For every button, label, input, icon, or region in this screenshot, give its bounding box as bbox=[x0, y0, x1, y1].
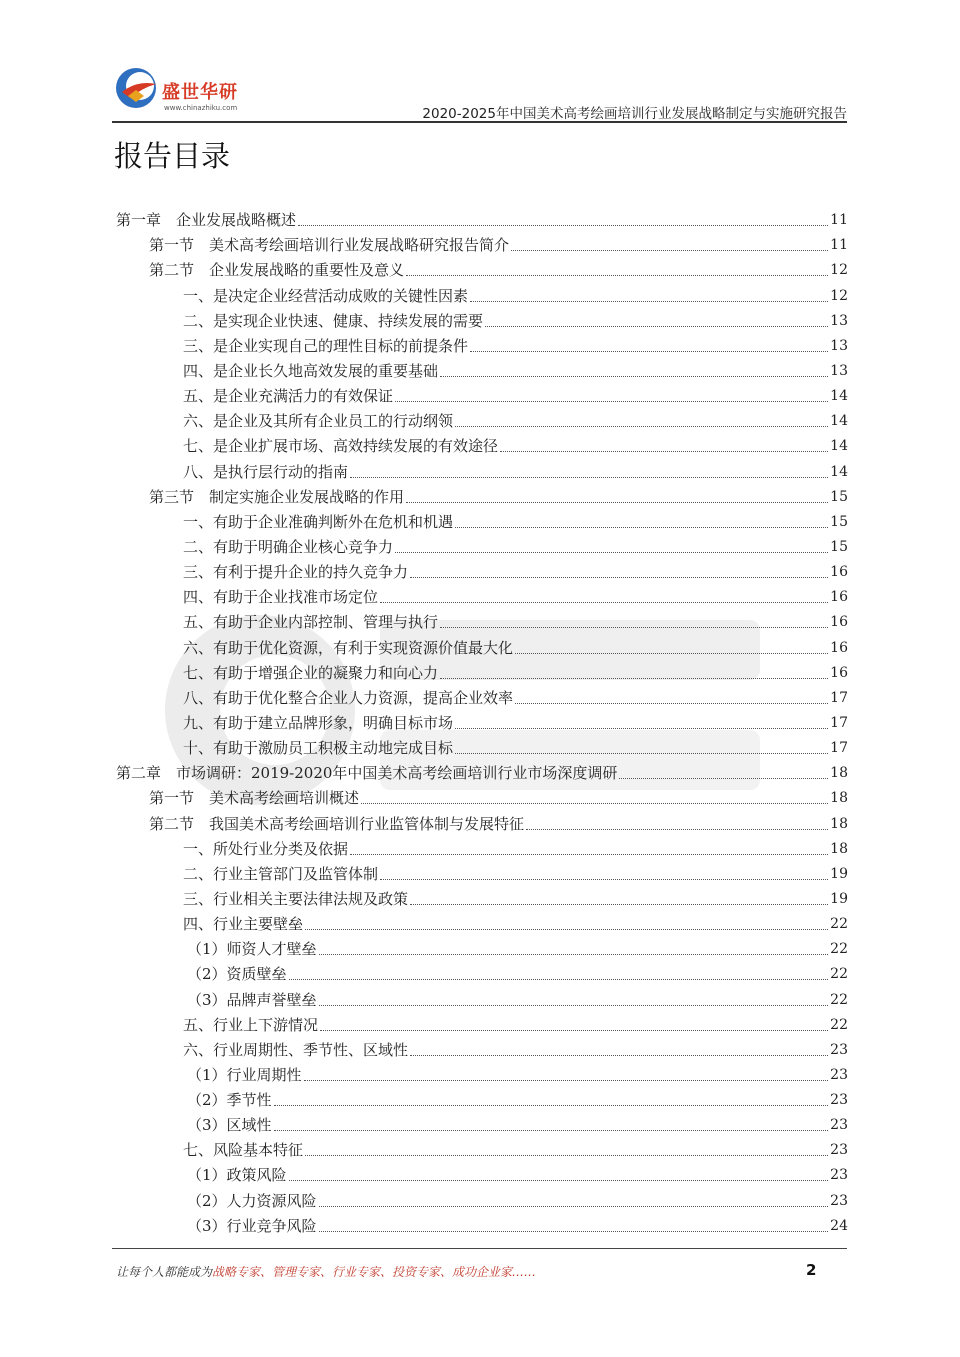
toc-entry-title: 一、是决定企业经营活动成败的关键性因素 bbox=[183, 286, 469, 305]
toc-entry-page: 19 bbox=[830, 890, 848, 907]
toc-entry[interactable] bbox=[116, 962, 848, 987]
toc-entry-page: 12 bbox=[830, 262, 848, 279]
toc-entry-title: 八、有助于优化整合企业人力资源，提高企业效率 bbox=[183, 688, 514, 707]
toc-entry-title: 六、有助于优化资源，有利于实现资源价值最大化 bbox=[183, 638, 514, 657]
toc-entry[interactable] bbox=[116, 384, 848, 409]
toc-entry-title: 五、有助于企业内部控制、管理与执行 bbox=[183, 613, 439, 632]
toc-entry[interactable] bbox=[116, 711, 848, 736]
toc-dot-leader bbox=[361, 803, 828, 804]
toc-entry-page: 22 bbox=[830, 916, 848, 933]
toc-entry-page: 12 bbox=[830, 287, 848, 304]
toc-entry-title: （1）政策风险 bbox=[187, 1166, 287, 1185]
toc-entry-title: 一、所处行业分类及依据 bbox=[183, 839, 349, 858]
toc-entry-page: 14 bbox=[830, 388, 848, 405]
toc-entry-page: 18 bbox=[830, 765, 848, 782]
toc-entry-title: 四、是企业长久地高效发展的重要基础 bbox=[183, 361, 439, 380]
toc-dot-leader bbox=[440, 627, 828, 628]
toc-entry-page: 17 bbox=[830, 740, 848, 757]
toc-dot-leader bbox=[319, 1005, 828, 1006]
toc-entry[interactable] bbox=[116, 862, 848, 887]
toc-entry-title: （1）师资人才壁垒 bbox=[187, 940, 317, 959]
toc-entry[interactable] bbox=[116, 761, 848, 786]
toc-entry-title: 二、有助于明确企业核心竞争力 bbox=[183, 537, 394, 556]
toc-entry-page: 16 bbox=[830, 614, 848, 631]
toc-entry-page: 13 bbox=[830, 362, 848, 379]
toc-dot-leader bbox=[515, 703, 828, 704]
toc-entry-title: 第二节 企业发展战略的重要性及意义 bbox=[149, 261, 405, 280]
toc-entry-page: 22 bbox=[830, 941, 848, 958]
toc-dot-leader bbox=[455, 728, 828, 729]
toc-dot-leader bbox=[455, 753, 828, 754]
toc-entry[interactable] bbox=[116, 610, 848, 635]
toc-entry[interactable] bbox=[116, 1188, 848, 1213]
toc-entry[interactable] bbox=[116, 661, 848, 686]
toc-entry-page: 18 bbox=[830, 815, 848, 832]
toc-dot-leader bbox=[319, 1206, 828, 1207]
toc-dot-leader bbox=[289, 1180, 828, 1181]
toc-dot-leader bbox=[350, 854, 828, 855]
toc-entry-page: 13 bbox=[830, 312, 848, 329]
slogan-highlight: 战略专家、管理专家、行业专家、投资专家、成功企业家…… bbox=[212, 1265, 537, 1279]
toc-entry-page: 15 bbox=[830, 513, 848, 530]
toc-dot-leader bbox=[410, 1055, 828, 1056]
toc-entry-title: 七、是企业扩展市场、高效持续发展的有效途径 bbox=[183, 437, 499, 456]
toc-entry-title: 二、行业主管部门及监管体制 bbox=[183, 864, 379, 883]
toc-entry-page: 23 bbox=[830, 1117, 848, 1134]
toc-entry[interactable] bbox=[116, 811, 848, 836]
toc-entry[interactable] bbox=[116, 359, 848, 384]
toc-entry-title: （3）品牌声誉壁垒 bbox=[187, 990, 317, 1009]
toc-dot-leader bbox=[440, 376, 828, 377]
toc-entry-title: 二、是实现企业快速、健康、持续发展的需要 bbox=[183, 311, 484, 330]
toc-entry-title: 第一节 美术高考绘画培训概述 bbox=[149, 789, 360, 808]
toc-dot-leader bbox=[305, 1155, 828, 1156]
toc-entry[interactable] bbox=[116, 686, 848, 711]
toc-entry[interactable] bbox=[116, 635, 848, 660]
toc-entry-title: 十、有助于激励员工积极主动地完成目标 bbox=[183, 739, 454, 758]
toc-entry[interactable] bbox=[116, 409, 848, 434]
toc-entry-page: 22 bbox=[830, 1016, 848, 1033]
toc-entry-page: 22 bbox=[830, 966, 848, 983]
toc-entry[interactable] bbox=[116, 233, 848, 258]
toc-entry-page: 17 bbox=[830, 689, 848, 706]
toc-dot-leader bbox=[274, 1105, 828, 1106]
table-of-contents bbox=[116, 208, 848, 1239]
toc-entry-page: 16 bbox=[830, 639, 848, 656]
toc-entry[interactable] bbox=[116, 786, 848, 811]
toc-dot-leader bbox=[619, 778, 828, 779]
toc-entry-page: 17 bbox=[830, 714, 848, 731]
toc-entry-title: 七、风险基本特征 bbox=[183, 1141, 304, 1160]
toc-dot-leader bbox=[485, 326, 828, 327]
toc-dot-leader bbox=[440, 678, 828, 679]
toc-entry-title: 第二节 我国美术高考绘画培训行业监管体制与发展特征 bbox=[149, 814, 525, 833]
page-title: 报告目录 bbox=[114, 139, 231, 173]
toc-entry-title: 三、有利于提升企业的持久竞争力 bbox=[183, 563, 409, 582]
toc-entry-page: 18 bbox=[830, 840, 848, 857]
toc-entry-title: 四、行业主要壁垒 bbox=[183, 915, 304, 934]
toc-entry[interactable] bbox=[116, 585, 848, 610]
toc-entry-page: 16 bbox=[830, 589, 848, 606]
toc-entry[interactable] bbox=[116, 1138, 848, 1163]
logo-icon bbox=[112, 62, 162, 112]
toc-dot-leader bbox=[455, 527, 828, 528]
toc-dot-leader bbox=[380, 602, 828, 603]
logo-text: 盛世华研 bbox=[162, 82, 238, 103]
toc-entry[interactable] bbox=[116, 535, 848, 560]
toc-entry-title: 七、有助于增强企业的凝聚力和向心力 bbox=[183, 663, 439, 682]
toc-dot-leader bbox=[410, 577, 828, 578]
toc-entry[interactable] bbox=[116, 434, 848, 459]
toc-entry-page: 23 bbox=[830, 1092, 848, 1109]
toc-entry-page: 16 bbox=[830, 664, 848, 681]
toc-dot-leader bbox=[470, 301, 828, 302]
toc-entry-page: 15 bbox=[830, 538, 848, 555]
toc-entry-page: 13 bbox=[830, 337, 848, 354]
toc-entry[interactable] bbox=[116, 1038, 848, 1063]
footer-slogan bbox=[116, 1263, 536, 1280]
toc-entry-page: 23 bbox=[830, 1167, 848, 1184]
toc-entry[interactable] bbox=[116, 1063, 848, 1088]
toc-dot-leader bbox=[511, 250, 828, 251]
toc-entry[interactable] bbox=[116, 1163, 848, 1188]
page-number: 2 bbox=[806, 1261, 817, 1279]
logo-url: www.chinazhiku.com bbox=[164, 104, 238, 112]
toc-entry-page: 11 bbox=[830, 237, 848, 254]
toc-entry[interactable] bbox=[116, 510, 848, 535]
toc-entry[interactable] bbox=[116, 912, 848, 937]
toc-entry-title: （1）行业周期性 bbox=[187, 1065, 302, 1084]
toc-entry-title: 九、有助于建立品牌形象，明确目标市场 bbox=[183, 713, 454, 732]
toc-entry-title: 四、有助于企业找准市场定位 bbox=[183, 588, 379, 607]
toc-entry-page: 23 bbox=[830, 1041, 848, 1058]
toc-dot-leader bbox=[395, 552, 828, 553]
toc-entry-title: （3）区域性 bbox=[187, 1116, 272, 1135]
toc-entry[interactable] bbox=[116, 334, 848, 359]
toc-entry-page: 24 bbox=[830, 1217, 848, 1234]
toc-entry-title: 第一节 美术高考绘画培训行业发展战略研究报告简介 bbox=[149, 236, 510, 255]
toc-dot-leader bbox=[395, 401, 828, 402]
toc-dot-leader bbox=[380, 879, 828, 880]
toc-entry-title: （2）季节性 bbox=[187, 1091, 272, 1110]
toc-entry[interactable] bbox=[116, 459, 848, 484]
toc-dot-leader bbox=[298, 225, 828, 226]
toc-entry[interactable] bbox=[116, 1113, 848, 1138]
toc-entry[interactable] bbox=[116, 887, 848, 912]
toc-entry[interactable] bbox=[116, 485, 848, 510]
toc-dot-leader bbox=[320, 1030, 828, 1031]
header-divider bbox=[112, 121, 847, 123]
toc-entry-title: 三、行业相关主要法律法规及政策 bbox=[183, 889, 409, 908]
toc-dot-leader bbox=[305, 929, 828, 930]
toc-entry[interactable] bbox=[116, 560, 848, 585]
toc-entry-title: 一、有助于企业准确判断外在危机和机遇 bbox=[183, 512, 454, 531]
toc-dot-leader bbox=[289, 979, 828, 980]
toc-entry[interactable] bbox=[116, 208, 848, 233]
toc-entry[interactable] bbox=[116, 283, 848, 308]
toc-entry-title: 六、是企业及其所有企业员工的行动纲领 bbox=[183, 412, 454, 431]
toc-entry-page: 18 bbox=[830, 790, 848, 807]
toc-entry-title: 第二章 市场调研：2019-2020年中国美术高考绘画培训行业市场深度调研 bbox=[116, 764, 618, 783]
toc-entry[interactable] bbox=[116, 987, 848, 1012]
toc-entry-title: （2）资质壁垒 bbox=[187, 965, 287, 984]
toc-dot-leader bbox=[304, 1080, 828, 1081]
company-logo bbox=[112, 62, 262, 122]
toc-entry-title: 六、行业周期性、季节性、区域性 bbox=[183, 1040, 409, 1059]
toc-entry-page: 23 bbox=[830, 1192, 848, 1209]
toc-entry-page: 14 bbox=[830, 413, 848, 430]
toc-entry[interactable] bbox=[116, 837, 848, 862]
toc-entry[interactable] bbox=[116, 736, 848, 761]
footer-divider bbox=[112, 1248, 847, 1249]
toc-dot-leader bbox=[526, 829, 828, 830]
toc-dot-leader bbox=[350, 477, 828, 478]
toc-dot-leader bbox=[406, 275, 828, 276]
toc-entry[interactable] bbox=[116, 258, 848, 283]
toc-dot-leader bbox=[410, 904, 828, 905]
toc-entry-title: （2）人力资源风险 bbox=[187, 1191, 317, 1210]
toc-entry-page: 16 bbox=[830, 564, 848, 581]
toc-entry[interactable] bbox=[116, 937, 848, 962]
slogan-prefix: 让每个人都能成为 bbox=[116, 1265, 213, 1279]
toc-entry[interactable] bbox=[116, 1013, 848, 1038]
toc-dot-leader bbox=[406, 502, 828, 503]
toc-dot-leader bbox=[274, 1130, 828, 1131]
toc-dot-leader bbox=[515, 653, 828, 654]
toc-entry-title: 五、是企业充满活力的有效保证 bbox=[183, 387, 394, 406]
toc-entry-page: 23 bbox=[830, 1142, 848, 1159]
toc-entry-page: 15 bbox=[830, 488, 848, 505]
toc-entry[interactable] bbox=[116, 309, 848, 334]
toc-entry-page: 22 bbox=[830, 991, 848, 1008]
toc-entry-page: 14 bbox=[830, 463, 848, 480]
toc-entry-title: 五、行业上下游情况 bbox=[183, 1015, 319, 1034]
toc-entry-page: 11 bbox=[830, 212, 848, 229]
toc-dot-leader bbox=[500, 451, 828, 452]
toc-dot-leader bbox=[455, 426, 828, 427]
toc-entry-page: 23 bbox=[830, 1066, 848, 1083]
toc-entry-title: 三、是企业实现自己的理性目标的前提条件 bbox=[183, 336, 469, 355]
toc-entry[interactable] bbox=[116, 1214, 848, 1239]
toc-entry[interactable] bbox=[116, 1088, 848, 1113]
report-title: 2020-2025年中国美术高考绘画培训行业发展战略制定与实施研究报告 bbox=[422, 106, 847, 122]
toc-entry-title: （3）行业竞争风险 bbox=[187, 1216, 317, 1235]
toc-entry-page: 14 bbox=[830, 438, 848, 455]
toc-dot-leader bbox=[319, 954, 828, 955]
toc-entry-title: 第三节 制定实施企业发展战略的作用 bbox=[149, 487, 405, 506]
toc-entry-title: 第一章 企业发展战略概述 bbox=[116, 211, 297, 230]
toc-entry-title: 八、是执行层行动的指南 bbox=[183, 462, 349, 481]
toc-dot-leader bbox=[319, 1231, 828, 1232]
toc-dot-leader bbox=[470, 351, 828, 352]
toc-entry-page: 19 bbox=[830, 865, 848, 882]
